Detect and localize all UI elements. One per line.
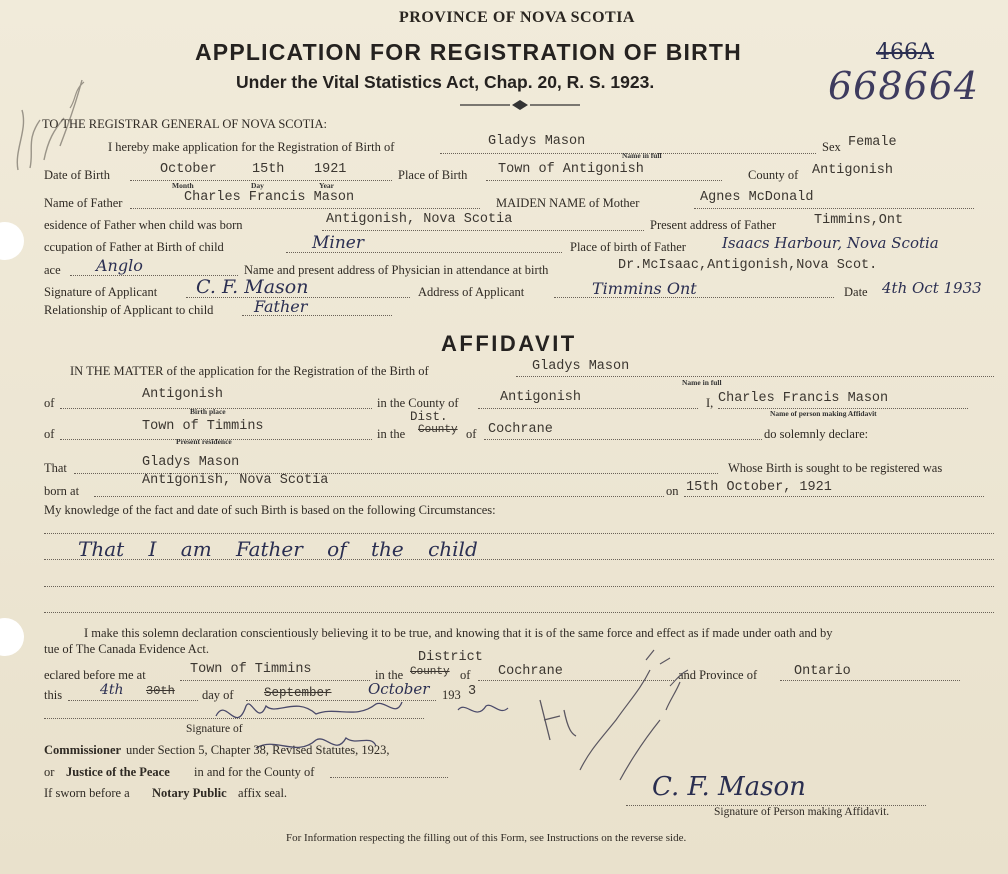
signature-label: Signature of Applicant xyxy=(44,285,158,299)
present-address-value: Timmins,Ont xyxy=(814,213,904,228)
physician-value: Dr.McIsaac,Antigonish,Nova Scot. xyxy=(618,258,878,273)
on-date-value: 15th October, 1921 xyxy=(686,480,832,495)
dob-year-value: 1921 xyxy=(314,162,347,177)
child-name-value: Gladys Mason xyxy=(488,134,586,149)
occupation-value: Miner xyxy=(312,233,364,253)
dotted-line xyxy=(484,439,762,440)
notary-label: Notary Public xyxy=(152,786,227,800)
of-label-2: of xyxy=(466,427,477,441)
affiant-signature: C. F. Mason xyxy=(652,772,806,802)
that-label: That xyxy=(44,461,67,475)
knowledge-label: My knowledge of the fact and date of such Birth is based on the following Circumstances: xyxy=(44,503,496,517)
struck-day: 30th xyxy=(146,684,175,698)
province-value: Ontario xyxy=(794,664,851,679)
on-label: on xyxy=(666,484,679,498)
dotted-line xyxy=(44,586,994,587)
date-label: Date xyxy=(844,285,868,299)
present-residence-caption: Present residence xyxy=(176,437,232,446)
punch-hole xyxy=(0,618,24,656)
title-ornament xyxy=(460,98,580,112)
district-value: Cochrane xyxy=(488,422,553,437)
notary-pre: If sworn before a xyxy=(44,786,130,800)
month-caption: Month xyxy=(172,181,194,190)
dotted-line xyxy=(180,680,370,681)
affiant-name-value: Charles Francis Mason xyxy=(718,391,889,406)
dotted-line xyxy=(68,700,198,701)
birth-place-caption: Birth place xyxy=(190,407,226,416)
declared-place-value: Town of Timmins xyxy=(190,662,312,677)
county-label: County of xyxy=(748,168,799,182)
of-label: of xyxy=(44,396,55,410)
name-in-full-caption: Name in full xyxy=(622,151,662,160)
pob-father-value: Isaacs Harbour, Nova Scotia xyxy=(722,234,939,252)
pob-father-label: Place of birth of Father xyxy=(570,240,686,254)
in-the-label: in the xyxy=(377,427,406,441)
province-heading: PROVINCE OF NOVA SCOTIA xyxy=(399,9,635,26)
dob-day-value: 15th xyxy=(252,162,285,177)
solemn-declaration-line-1: I make this solemn declaration conscientiously believing it to be true, and knowing that it is of the same force and effect as if made under oath and by xyxy=(84,626,833,640)
father-value: Charles Francis Mason xyxy=(184,190,355,205)
dob-label: Date of Birth xyxy=(44,168,110,182)
circumstances-value: That I am Father of the child xyxy=(78,537,478,561)
commissioner-rest: under Section 5, Chapter 38, Revised Statutes, 1923, xyxy=(126,743,390,757)
this-label: this xyxy=(44,688,63,702)
born-at-value: Antigonish, Nova Scotia xyxy=(142,473,329,488)
dotted-line xyxy=(694,208,974,209)
day-value: 4th xyxy=(100,682,124,698)
dotted-line xyxy=(516,376,994,377)
month-value: October xyxy=(368,680,430,698)
jp-rest: in and for the County of xyxy=(194,765,315,779)
applicant-signature: C. F. Mason xyxy=(196,276,309,298)
form-subtitle: Under the Vital Statistics Act, Chap. 20, R. S. 1923. xyxy=(236,72,655,92)
matter-label: IN THE MATTER of the application for the Registration of the Birth of xyxy=(70,364,429,378)
struck-form-number: 466A xyxy=(876,40,934,65)
relationship-label: Relationship of Applicant to child xyxy=(44,303,214,317)
to-registrar-line: TO THE REGISTRAR GENERAL OF NOVA SCOTIA: xyxy=(42,117,327,131)
residence-label: esidence of Father when child was born xyxy=(44,218,243,232)
or-label: or xyxy=(44,765,55,779)
and-province-label: and Province of xyxy=(678,668,758,682)
mother-value: Agnes McDonald xyxy=(700,190,814,205)
struck-month: September xyxy=(264,686,332,700)
relationship-value: Father xyxy=(254,297,308,316)
intro-label: I hereby make application for the Registration of Birth of xyxy=(108,140,395,154)
jp-label: Justice of the Peace xyxy=(66,765,170,779)
declared-county-value: Cochrane xyxy=(498,664,563,679)
registration-number: 668664 xyxy=(828,64,980,108)
year-suffix: 3 xyxy=(468,684,477,699)
in-the-label: in the xyxy=(375,668,404,682)
form-title: APPLICATION FOR REGISTRATION OF BIRTH xyxy=(195,39,742,65)
district-insert: District xyxy=(418,650,483,665)
dotted-line xyxy=(44,533,994,534)
that-value: Gladys Mason xyxy=(142,455,240,470)
race-label: ace xyxy=(44,263,61,277)
i-label: I, xyxy=(706,396,714,410)
race-value: Anglo xyxy=(96,256,143,275)
present-residence-value: Town of Timmins xyxy=(142,419,264,434)
day-caption: Day xyxy=(251,181,264,190)
pencil-notations xyxy=(520,640,710,790)
sex-label: Sex xyxy=(822,140,841,154)
dotted-line xyxy=(780,680,960,681)
struck-county: County xyxy=(418,424,458,436)
struck-county: County xyxy=(410,666,450,678)
in-county-label: in the County of xyxy=(377,396,459,410)
dotted-line xyxy=(44,612,994,613)
footer-instructions: For Information respecting the filling out of this Form, see Instructions on the reverse side. xyxy=(286,832,687,844)
dotted-line xyxy=(478,408,698,409)
affidavit-heading: AFFIDAVIT xyxy=(441,331,577,356)
dotted-line xyxy=(44,559,994,560)
year-caption: Year xyxy=(319,181,334,190)
physician-label: Name and present address of Physician in attendance at birth xyxy=(244,263,549,277)
dotted-line xyxy=(94,496,664,497)
occupation-label: ccupation of Father at Birth of child xyxy=(44,240,224,254)
affidavit-child-name: Gladys Mason xyxy=(532,359,630,374)
signature-of-label: Signature of xyxy=(186,723,243,735)
dist-insert: Dist. xyxy=(410,410,448,424)
of-label-3: of xyxy=(460,668,471,682)
county-value: Antigonish xyxy=(812,163,894,178)
father-label: Name of Father xyxy=(44,196,123,210)
punch-hole xyxy=(0,222,24,260)
affiant-signature-label: Signature of Person making Affidavit. xyxy=(714,806,890,818)
dob-month-value: October xyxy=(160,162,217,177)
dotted-line xyxy=(486,180,722,181)
date-value: 4th Oct 1933 xyxy=(882,279,982,297)
name-in-full-caption: Name in full xyxy=(682,378,722,387)
declare-label: do solemnly declare: xyxy=(764,427,869,441)
day-of-label: day of xyxy=(202,688,234,702)
commissioner-label: Commissioner xyxy=(44,743,122,757)
pob-value: Town of Antigonish xyxy=(498,162,644,177)
dotted-line xyxy=(130,208,480,209)
birth-place-value: Antigonish xyxy=(142,387,224,402)
dotted-line xyxy=(330,777,448,778)
affidavit-county-value: Antigonish xyxy=(500,390,582,405)
declared-before-label: eclared before me at xyxy=(44,668,146,682)
maiden-name-label: MAIDEN NAME of Mother xyxy=(496,196,640,210)
affiant-caption: Name of person making Affidavit xyxy=(770,409,877,418)
residence-value: Antigonish, Nova Scotia xyxy=(326,212,513,227)
solemn-declaration-line-2: tue of The Canada Evidence Act. xyxy=(44,642,209,656)
of-label: of xyxy=(44,427,55,441)
dotted-line xyxy=(684,496,984,497)
dotted-line xyxy=(322,230,644,231)
present-address-label: Present address of Father xyxy=(650,218,777,232)
sex-value: Female xyxy=(848,135,897,150)
whose-birth-label: Whose Birth is sought to be registered was xyxy=(728,461,943,475)
applicant-address-label: Address of Applicant xyxy=(418,285,525,299)
year-prefix: 193 xyxy=(442,688,461,702)
pob-label: Place of Birth xyxy=(398,168,468,182)
applicant-address-value: Timmins Ont xyxy=(592,279,697,298)
commissioner-signature xyxy=(196,686,526,776)
born-at-label: born at xyxy=(44,484,80,498)
notary-post: affix seal. xyxy=(238,786,288,800)
